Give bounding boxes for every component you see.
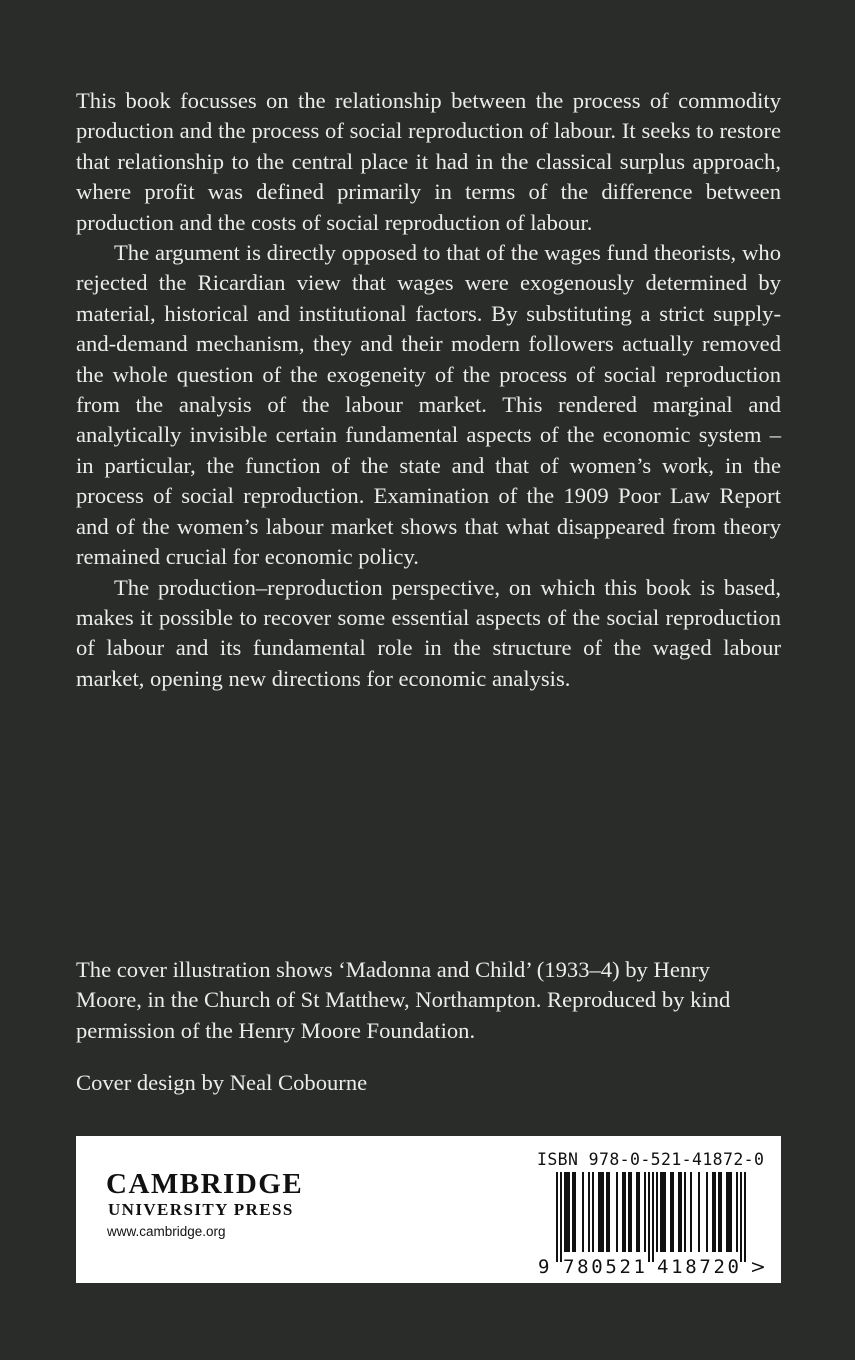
barcode-bar: [608, 1172, 610, 1252]
barcode-bar: [564, 1172, 566, 1252]
barcode-bar: [662, 1172, 664, 1252]
barcode-bar: [712, 1172, 714, 1252]
barcode-bar: [652, 1172, 654, 1262]
barcode-bar: [624, 1172, 626, 1252]
barcode-bar: [644, 1172, 646, 1252]
barcode-bar: [572, 1172, 574, 1252]
barcode-bar: [568, 1172, 570, 1252]
illustration-credit: The cover illustration shows ‘Madonna and Child’ (1933–4) by Henry Moore, in the Church of St Matthew, Northampton. Reproduced by kind permission of the Henry Moore Foundation.: [76, 957, 731, 1043]
barcode-bar: [740, 1172, 742, 1262]
publisher-name: CAMBRIDGE: [106, 1168, 304, 1200]
barcode-bar: [678, 1172, 680, 1252]
publisher-logo: [106, 1169, 303, 1243]
barcode-digits-right: 418720: [657, 1256, 739, 1278]
barcode-bar: [680, 1172, 682, 1252]
barcode-bar: [588, 1172, 590, 1252]
barcode-bar: [560, 1172, 562, 1262]
barcode-bar: [648, 1172, 650, 1262]
book-description: [76, 86, 781, 694]
barcode-bar: [574, 1172, 576, 1252]
description-paragraph-1: This book focusses on the relationship between the process of commodity production and the process of social reproduction of labour. It seeks to restore that relationship to the central place it had in the classical surplus approach, where profit was defined primarily in terms of the difference between production and the costs of social reproduction of labour.: [76, 88, 781, 235]
barcode-bar: [706, 1172, 708, 1252]
barcode-bar: [744, 1172, 746, 1262]
barcode-bar: [714, 1172, 716, 1252]
barcode-bar: [582, 1172, 584, 1252]
barcode-bar: [672, 1172, 674, 1252]
barcode-bar: [600, 1172, 602, 1252]
barcode-digit-lead: 9: [538, 1256, 550, 1278]
isbn-label: ISBN 978-0-521-41872-0: [537, 1150, 765, 1169]
publisher-barcode-panel: [76, 1136, 781, 1283]
barcode-bar: [670, 1172, 672, 1252]
barcode-bar: [698, 1172, 700, 1252]
isbn-barcode: [534, 1172, 774, 1278]
barcode-bar: [622, 1172, 624, 1252]
barcode-bar: [718, 1172, 720, 1252]
publisher-subtitle: UNIVERSITY PRESS: [108, 1200, 294, 1219]
barcode-bar: [566, 1172, 568, 1252]
barcode-bar: [664, 1172, 666, 1252]
barcode-bar: [656, 1172, 658, 1252]
barcode-bar: [728, 1172, 730, 1252]
barcode-bar: [636, 1172, 638, 1252]
barcode-bar: [592, 1172, 594, 1252]
publisher-url: www.cambridge.org: [107, 1224, 226, 1239]
barcode-bar: [628, 1172, 630, 1252]
barcode-bar: [630, 1172, 632, 1252]
barcode-bar: [720, 1172, 722, 1252]
barcode-bar: [684, 1172, 686, 1252]
barcode-bar: [616, 1172, 618, 1252]
barcode-bar: [736, 1172, 738, 1252]
cover-credits: [76, 955, 781, 1099]
barcode-bar: [726, 1172, 728, 1252]
barcode-bar: [690, 1172, 692, 1252]
description-paragraph-3: The production–reproduction perspective, on which this book is based, makes it possible to recover some essential aspects of the social reproduction of labour and its fundamental role in the structure of the waged labour market, opening new directions for economic analysis.: [76, 574, 781, 691]
barcode-bar: [556, 1172, 558, 1262]
barcode-bar: [598, 1172, 600, 1252]
design-credit: Cover design by Neal Cobourne: [76, 1070, 368, 1096]
barcode-end-chevron-icon: >: [750, 1256, 766, 1278]
description-paragraph-2: The argument is directly opposed to that of the wages fund theorists, who rejected the Ricardian view that wages were exogenously determined by material, historical and institutional factors. By substituting a strict supply-and-demand mechanism, they and their modern followers actually removed the whole question of the exogeneity of the process of social reproduction from the analysis of the labour market. This rendered marginal and analytically invisible certain fundamental aspects of the economic system – in particular, the function of the state and that of women’s work, in the process of social reproduction. Examination of the 1909 Poor Law Report and of the women’s labour market shows that what disappeared from theory remained crucial for economic policy.: [76, 240, 781, 570]
barcode-bar: [660, 1172, 662, 1252]
barcode-digits-left: 780521: [563, 1256, 645, 1278]
barcode-bar: [730, 1172, 732, 1252]
barcode-bar: [638, 1172, 640, 1252]
barcode-bar: [602, 1172, 604, 1252]
barcode-bar: [606, 1172, 608, 1252]
